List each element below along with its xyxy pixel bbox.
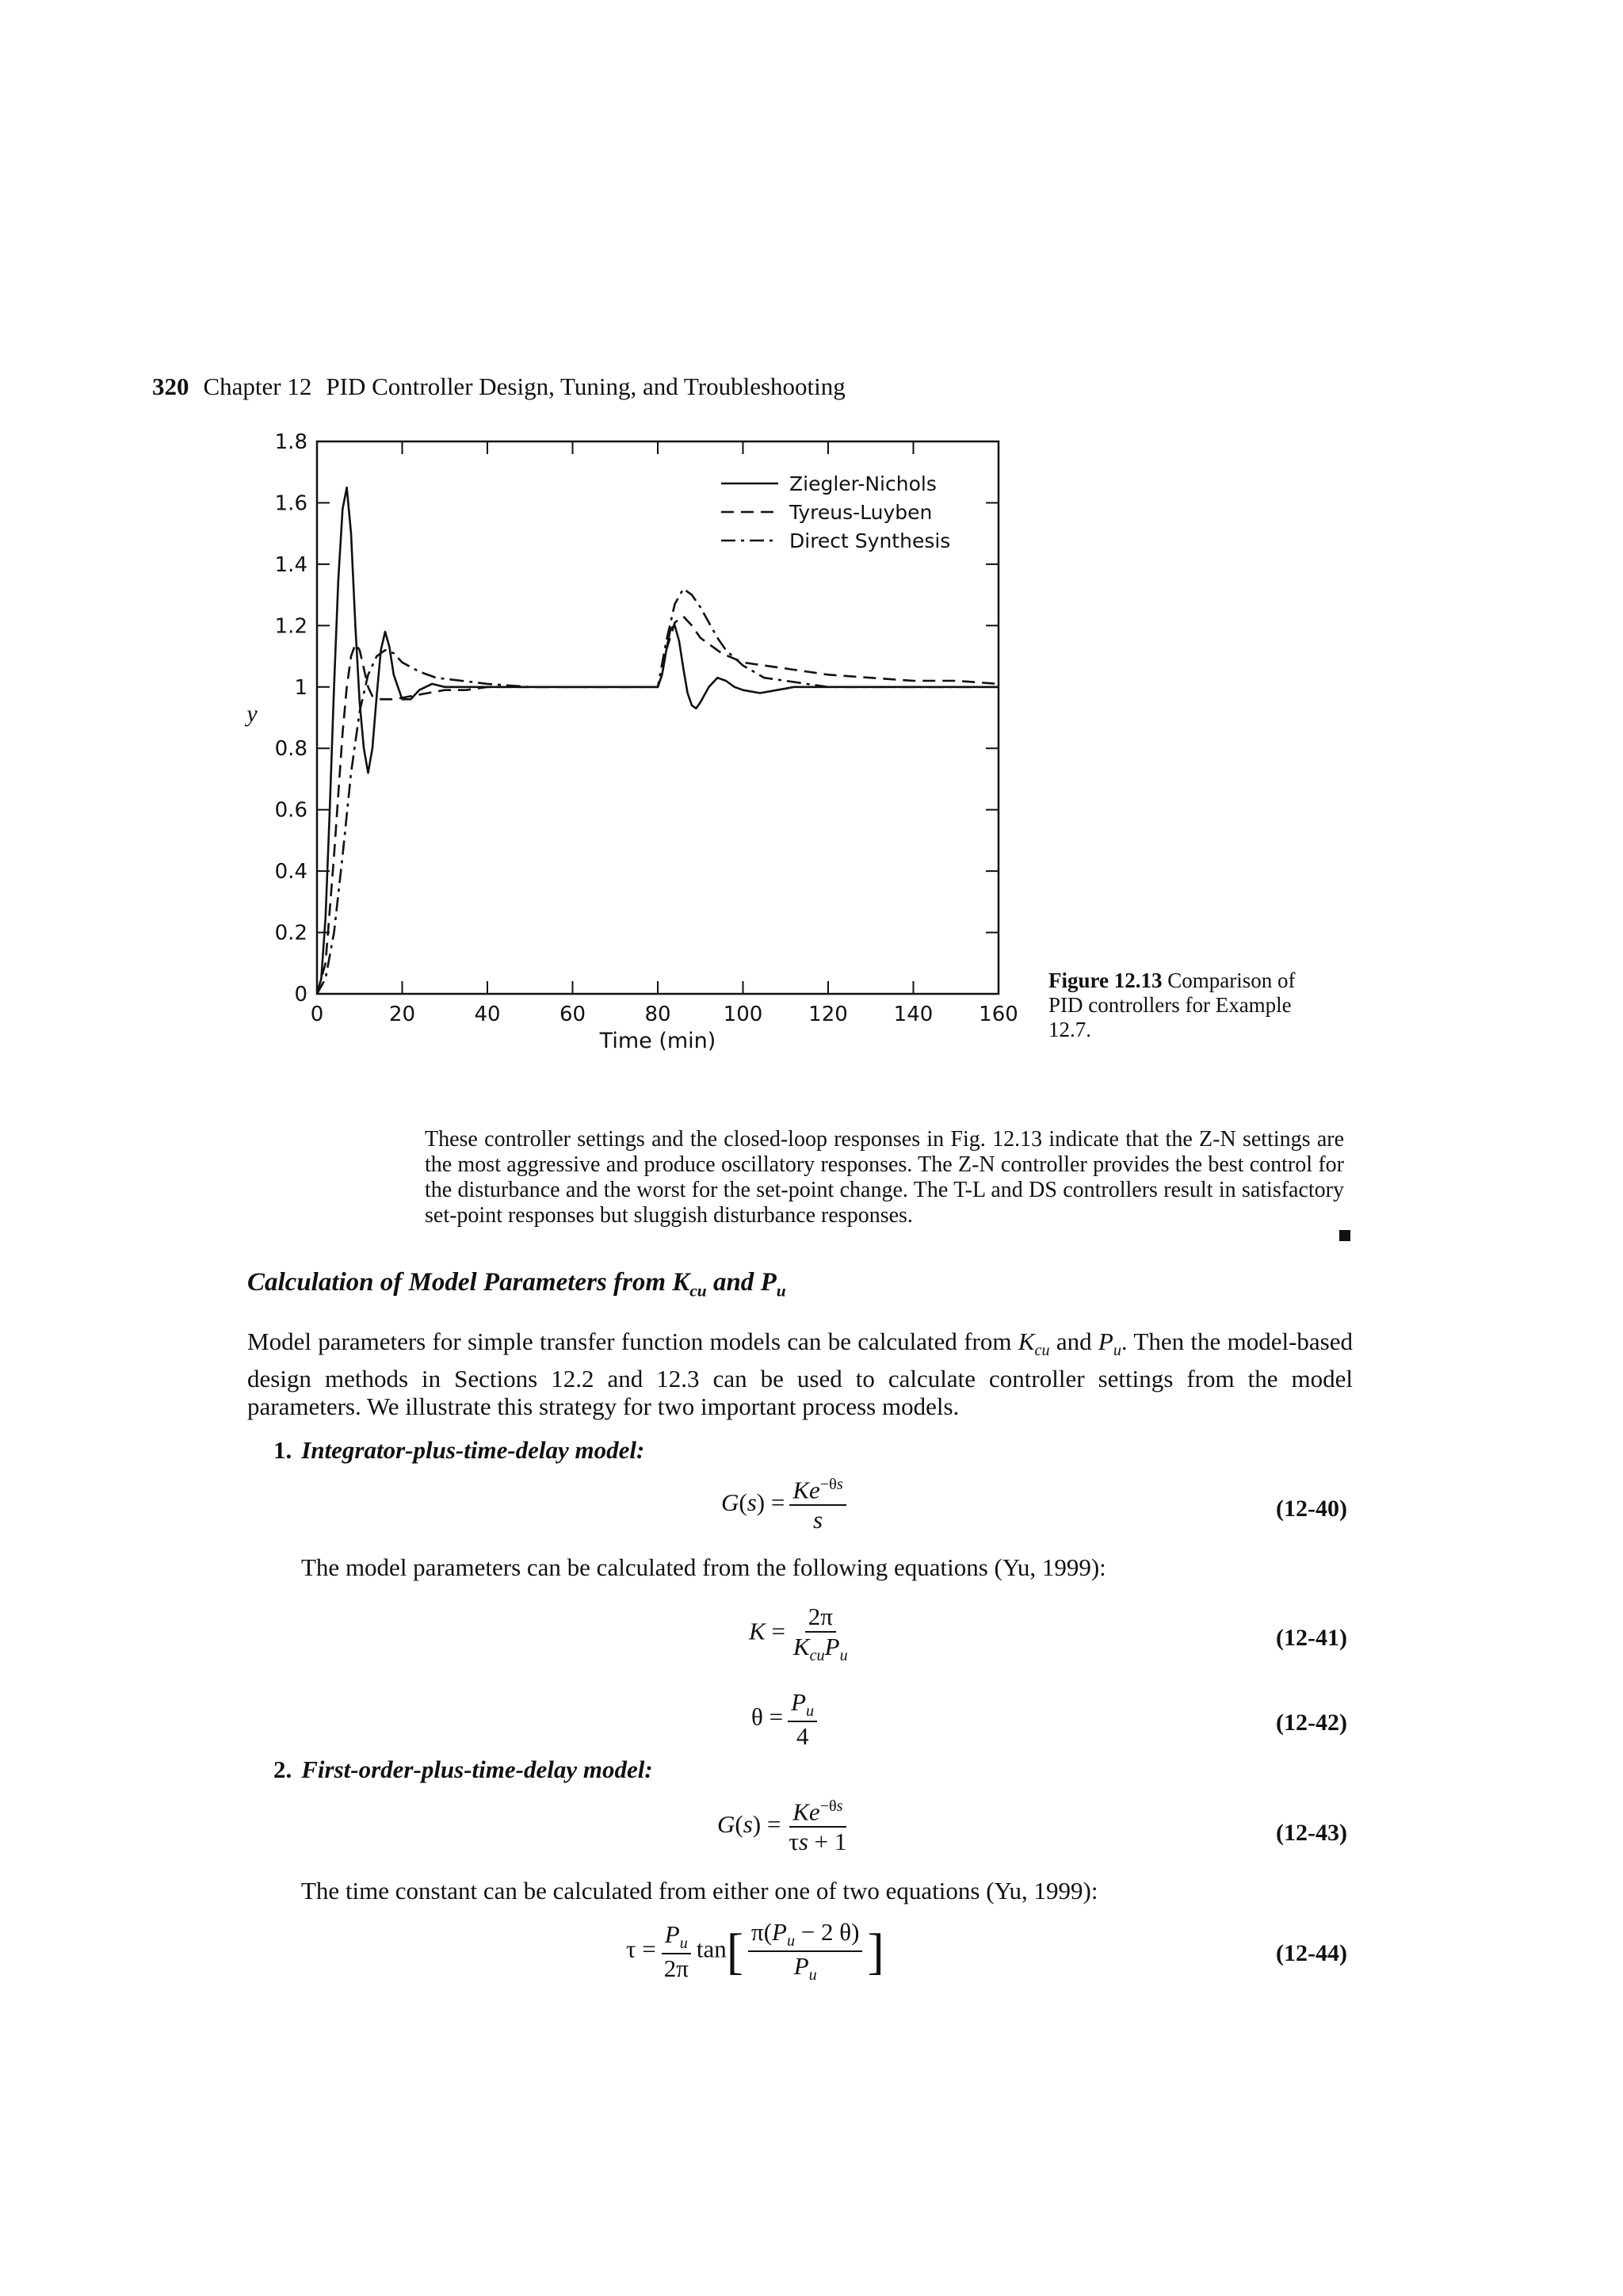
y-tick-label: 1.4 (274, 552, 307, 577)
response-chart (0, 0, 1623, 1110)
equation-number-12-42: (12-42) (1276, 1710, 1347, 1736)
body-part-b: and (1049, 1328, 1098, 1355)
legend-label: Tyreus-Luyben (789, 501, 933, 524)
y-tick-label: 0.8 (274, 737, 307, 762)
axis-ticks (317, 441, 999, 994)
equation-number-12-44: (12-44) (1276, 1940, 1347, 1966)
x-tick-label: 80 (644, 1003, 671, 1026)
plot-frame (317, 441, 999, 994)
equation-12-40: G(s) = $\frac{Ke^{-\theta s}}{s}$ (721, 1476, 851, 1534)
chapter-label: Chapter 12 (203, 372, 312, 400)
list-item-1-number: 1. (273, 1436, 292, 1464)
y-tick-label: 1 (294, 675, 307, 700)
body-part-a: Model parameters for simple transfer function models can be calculated from (247, 1328, 1018, 1355)
page-number: 320 (152, 372, 189, 400)
y-tick-label: 1.8 (274, 430, 307, 454)
series-lines (317, 487, 999, 994)
figure-caption-text: Comparison of PID controllers for Example 12.7. (1048, 968, 1296, 1041)
list-item-1-label: Integrator-plus-time-delay model: (301, 1436, 645, 1464)
heading-prefix: Calculation of Model Parameters from (247, 1268, 673, 1297)
x-tick-label: 60 (559, 1003, 586, 1026)
heading-pu-sub: u (776, 1281, 786, 1301)
y-tick-label: 0 (294, 983, 307, 1007)
equation-number-12-40: (12-40) (1276, 1496, 1347, 1522)
list-item-1 (273, 1436, 644, 1465)
x-tick-label: 100 (723, 1003, 763, 1026)
example-conclusion (425, 1127, 1344, 1228)
time-constant-text: The time constant can be calculated from either one of two equations (Yu, 1999): (301, 1877, 1098, 1904)
equation-number-12-43: (12-43) (1276, 1820, 1347, 1846)
x-axis-label: Time (min) (599, 1029, 716, 1053)
series-line-direct-synthesis (317, 589, 999, 994)
y-tick-label: 0.6 (274, 798, 307, 823)
y-tick-label: 1.2 (274, 614, 307, 639)
legend-label: Direct Synthesis (789, 529, 951, 552)
list-item-2-number: 2. (273, 1755, 292, 1783)
figure-caption (1048, 968, 1334, 1042)
chapter-title: PID Controller Design, Tuning, and Troubleshooting (326, 372, 846, 400)
y-tick-label: 1.6 (274, 491, 307, 516)
figure-label: Figure 12.13 (1048, 968, 1163, 992)
heading-and: and (706, 1268, 761, 1297)
equation-12-42: θ = $\frac{P_u}{4}$ (751, 1688, 822, 1751)
chart-legend (721, 472, 950, 552)
legend-label: Ziegler-Nichols (789, 472, 937, 495)
x-tick-labels (311, 1003, 1018, 1026)
equation-12-41: K = $\frac{2\pi}{K_{cu}P_u}$ (749, 1603, 848, 1664)
body-part-c: . Then the model-based design methods in Sections 12.2 and 12.3 can be used to calculate controller settings from the model parameters. We illustrate this strategy for two important process models. (247, 1328, 1353, 1421)
heading-pu: P (760, 1268, 777, 1297)
x-tick-label: 20 (388, 1003, 416, 1026)
list-item-2-label: First-order-plus-time-delay model: (301, 1755, 653, 1783)
body-kcu: $K_{cu}$ (1018, 1328, 1050, 1360)
x-tick-label: 140 (893, 1003, 934, 1026)
y-tick-label: 0.2 (274, 921, 307, 946)
y-tick-labels (275, 430, 307, 1007)
model-params-text: The model parameters can be calculated from the following equations (Yu, 1999): (301, 1553, 1106, 1581)
end-of-example-icon (1339, 1230, 1350, 1241)
list-item-2 (273, 1755, 653, 1784)
y-axis-label: y (246, 701, 258, 727)
equation-number-12-41: (12-41) (1276, 1625, 1347, 1651)
series-line-tyreus-luyben (317, 617, 999, 994)
section-body (247, 1328, 1353, 1420)
x-tick-label: 120 (808, 1003, 848, 1026)
equation-12-43: G(s) = $\frac{Ke^{-\theta s}}{\tau s + 1}$ (717, 1797, 847, 1855)
heading-kcu-sub: cu (689, 1281, 707, 1301)
section-heading (247, 1268, 786, 1301)
example-conclusion-text: These controller settings and the closed-loop responses in Fig. 12.13 indicate that the Z-N settings are the most aggressive and produce oscillatory responses. The Z-N controller provides the best control for the disturbance and the worst for the set-point change. The T-L and DS controllers result in satisfactory set-point responses but sluggish disturbance responses. (425, 1127, 1344, 1228)
x-tick-label: 160 (979, 1003, 1018, 1026)
x-tick-label: 40 (474, 1003, 501, 1026)
body-pu: $P_u$ (1098, 1328, 1121, 1360)
y-tick-label: 0.4 (274, 860, 307, 884)
heading-kcu: K (672, 1268, 690, 1297)
series-line-ziegler-nichols (317, 487, 999, 994)
equation-12-44: τ = $\frac{P_u}{2\pi}$ tan[ $\frac{\pi(P_u - 2 \theta)}{P_u}$ ] (626, 1918, 884, 1985)
x-tick-label: 0 (310, 1003, 324, 1026)
